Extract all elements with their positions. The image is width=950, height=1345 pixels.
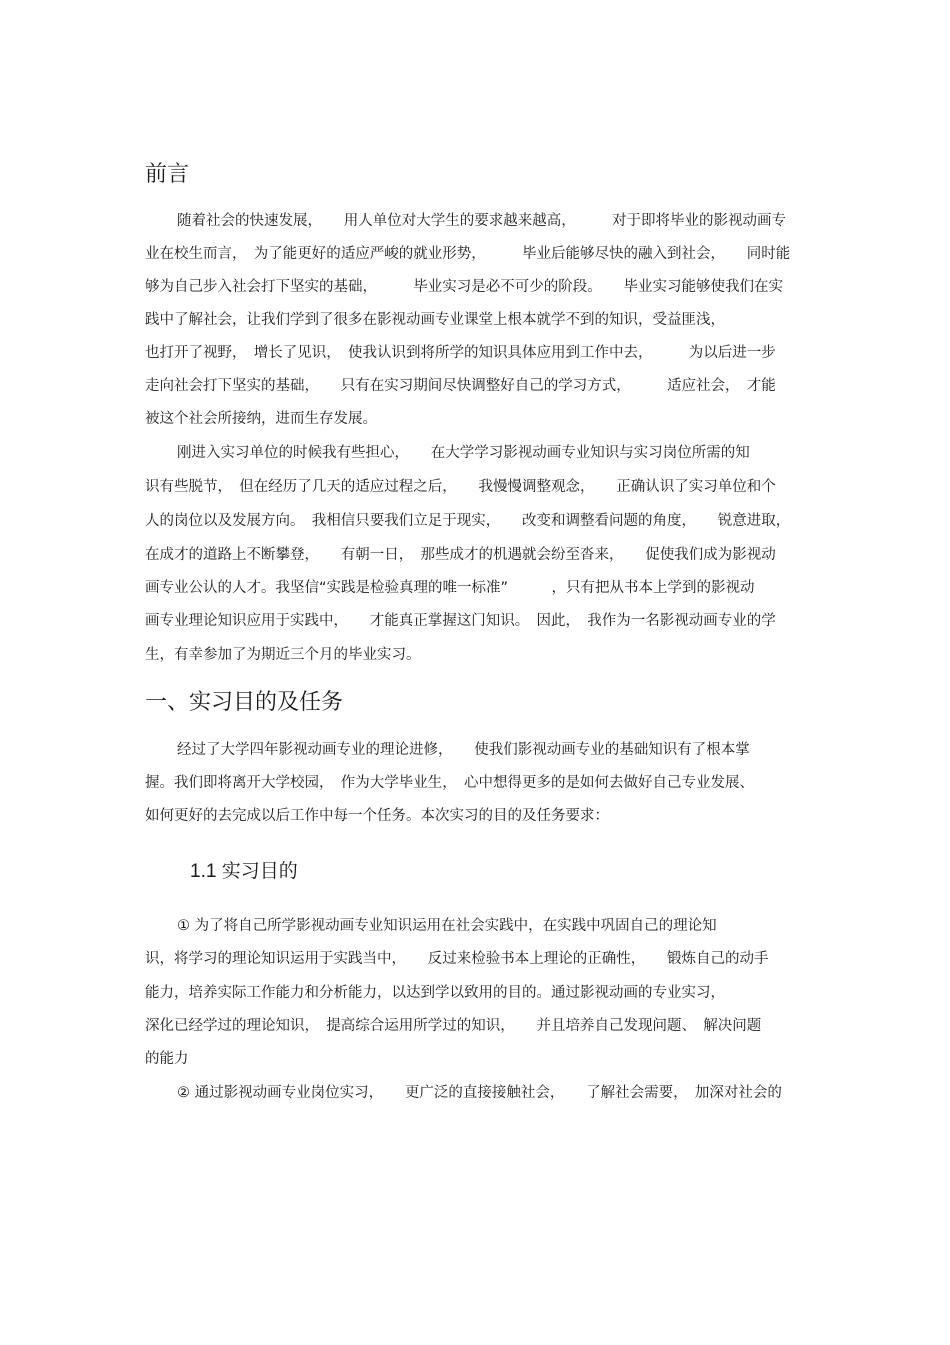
section1-1-line-2: 识，将学习的理论知识运用于实践当中， 反过来检验书本上理论的正确性， 锻炼自己的动手 [145, 951, 769, 967]
preface-line-13: 画专业理论知识应用于实践中， 才能真正掌握这门知识。 因此， 我作为一名影视动画专业的学 [145, 613, 776, 629]
preface-line-12: 画专业公认的人才。我坚信“实践是检验真理的唯一标准” ，只有把从书本上学到的影视动 [145, 580, 755, 596]
preface-line-2: 业在校生而言， 为了能更好的适应严峻的就业形势， 毕业后能够尽快的融入到社会， 同时能 [145, 246, 791, 262]
preface-line-14: 生，有幸参加了为期近三个月的毕业实习。 [145, 647, 421, 663]
section1-1-line-3: 能力，培养实际工作能力和分析能力，以达到学以致用的目的。通过影视动画的专业实习， [145, 985, 725, 1001]
preface-line-9: 识有些脱节， 但在经历了几天的适应过程之后， 我慢慢调整观念， 正确认识了实习单位和个 [145, 479, 776, 495]
section1-line-1: 经过了大学四年影视动画专业的理论进修， 使我们影视动画专业的基础知识有了根本掌 [177, 742, 750, 758]
preface-line-4: 践中了解社会，让我们学到了很多在影视动画专业课堂上根本就学不到的知识，受益匪浅， [145, 312, 725, 328]
section1-heading: 一、实习目的及任务 [145, 690, 344, 715]
section1-1-line-4: 深化已经学过的理论知识， 提高综合运用所学过的知识， 并且培养自己发现问题、 解决问题 [145, 1018, 762, 1034]
section1-1-heading: 1.1 实习目的 [190, 861, 298, 882]
section1-line-2: 握。我们即将离开大学校园， 作为大学毕业生， 心中想得更多的是如何去做好自己专业发展、 [145, 775, 754, 791]
preface-line-5: 也打开了视野， 增长了见识， 使我认识到将所学的知识具体应用到工作中去， 为以后进一步 [145, 345, 776, 361]
preface-line-10: 人的岗位以及发展方向。 我相信只要我们立足于现实， 改变和调整看问题的角度， 锐意进取， [145, 513, 791, 529]
preface-line-11: 在成才的道路上不断攀登， 有朝一日， 那些成才的机遇就会纷至沓来， 促使我们成为影视动 [145, 547, 776, 563]
preface-line-1: 随着社会的快速发展， 用人单位对大学生的要求越来越高， 对于即将毕业的影视动画专 [177, 213, 786, 229]
section1-1-line-6: ② 通过影视动画专业岗位实习， 更广泛的直接接触社会， 了解社会需要， 加深对社会的 [177, 1085, 782, 1101]
preface-line-7: 被这个社会所接纳，进而生存发展。 [145, 411, 377, 427]
preface-line-3: 够为自己步入社会打下坚实的基础， 毕业实习是必不可少的阶段。 毕业实习能够使我们在实 [145, 279, 783, 295]
preface-line-6: 走向社会打下坚实的基础， 只有在实习期间尽快调整好自己的学习方式， 适应社会， 才能 [145, 378, 776, 394]
section1-line-3: 如何更好的去完成以后工作中每一个任务。本次实习的目的及任务要求： [145, 808, 609, 824]
section1-1-line-5: 的能力 [145, 1051, 189, 1067]
preface-heading: 前言 [145, 162, 190, 187]
section1-1-line-1: ① 为了将自己所学影视动画专业知识运用在社会实践中，在实践中巩固自己的理论知 [177, 918, 717, 934]
preface-line-8: 刚进入实习单位的时候我有些担心， 在大学学习影视动画专业知识与实习岗位所需的知 [177, 445, 750, 461]
